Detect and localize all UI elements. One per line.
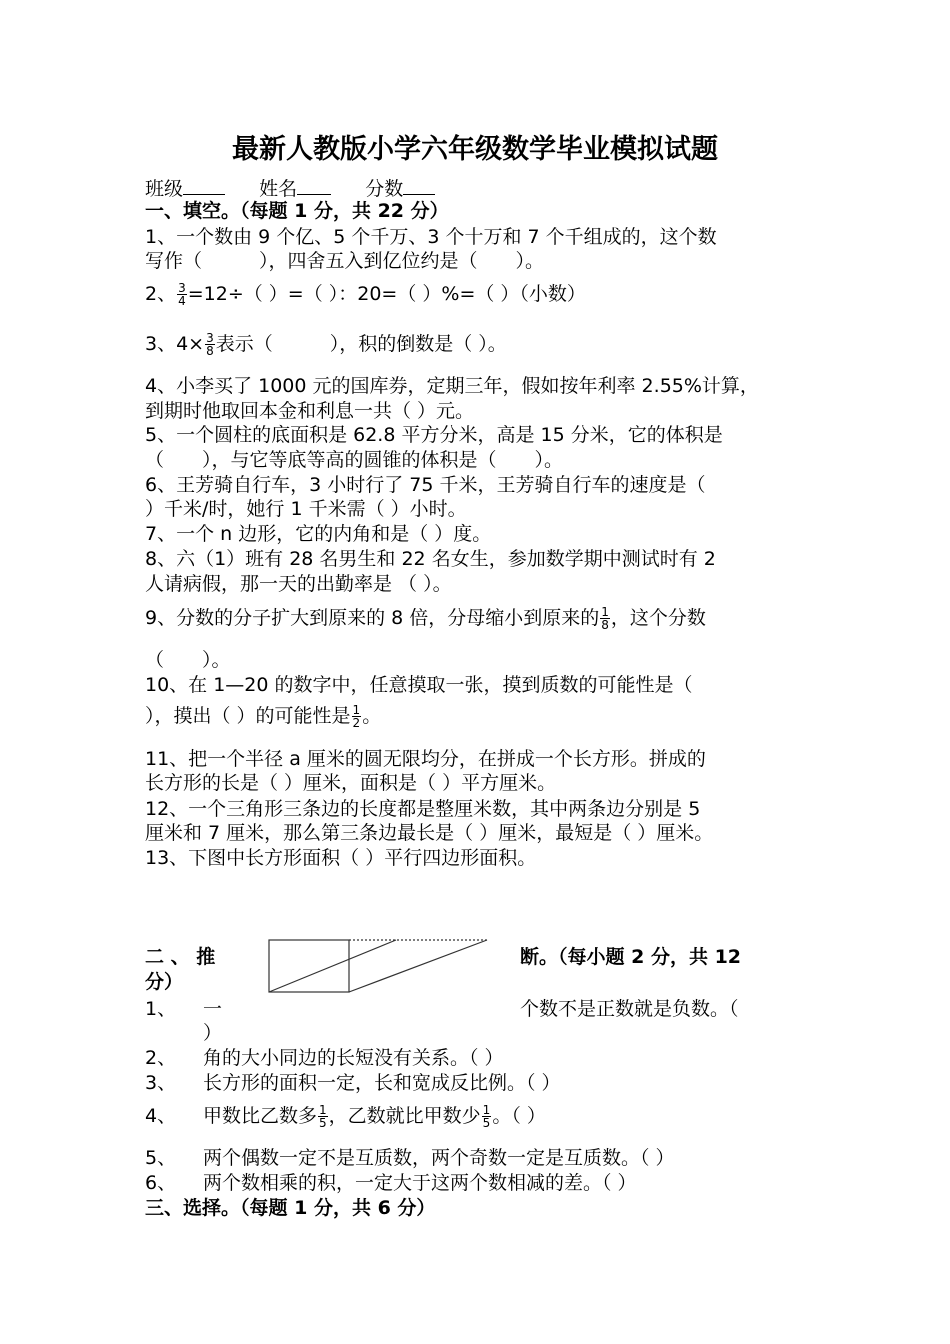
judge6-num: 6、 bbox=[145, 1172, 177, 1194]
judge1-text-right: 个数不是正数就是负数。（ bbox=[520, 998, 739, 1020]
q13: 13、下图中长方形面积（ ）平行四边形面积。 bbox=[145, 847, 537, 869]
class-label: 班级 bbox=[145, 178, 184, 200]
q3-text: 表示（ ），积的倒数是（ ）。 bbox=[215, 333, 507, 355]
judge4-text bbox=[203, 1103, 546, 1129]
name-label: 姓名 bbox=[259, 178, 298, 200]
class-blank[interactable] bbox=[183, 174, 225, 195]
q10-fraction: $\frac{1}{2}$ bbox=[352, 703, 361, 730]
judge1-text-cont: ） bbox=[203, 1022, 223, 1044]
judge1-num: 1、 bbox=[145, 998, 177, 1020]
judge4-fraction2: $\frac{1}{5}$ bbox=[482, 1103, 491, 1130]
judge5-text: 两个偶数一定不是互质数，两个奇数一定是互质数。（ ） bbox=[203, 1147, 675, 1169]
rectangle-parallelogram-figure bbox=[266, 938, 492, 996]
q10-text: ），摸出（ ）的可能性是 bbox=[145, 705, 351, 727]
q3-prefix: 3、4× bbox=[145, 333, 205, 355]
judge1-text-left: 一 bbox=[203, 998, 223, 1020]
q2-fraction: $\frac{3}{4}$ bbox=[178, 281, 186, 308]
q10-line2 bbox=[145, 703, 381, 729]
q3-fraction: $\frac{3}{8}$ bbox=[206, 331, 214, 358]
q2 bbox=[145, 281, 586, 307]
section2-heading-left: 二 、 推 bbox=[145, 946, 216, 968]
q8-line1: 8、六（1）班有 28 名男生和 22 名女生，参加数学期中测试时有 2 bbox=[145, 548, 716, 570]
rectangle-shape bbox=[269, 940, 349, 992]
q4-line2: 到期时他取回本金和利息一共（ ）元。 bbox=[145, 400, 475, 422]
section1-heading: 一、填空。（每题 1 分，共 22 分） bbox=[145, 200, 449, 222]
judge4-fraction1: $\frac{1}{5}$ bbox=[319, 1103, 327, 1130]
q6-line1: 6、王芳骑自行车，3 小时行了 75 千米，王芳骑自行车的速度是（ bbox=[145, 474, 706, 496]
judge4-num: 4、 bbox=[145, 1105, 177, 1127]
q8-line2: 人请病假，那一天的出勤率是 （ ）。 bbox=[145, 573, 452, 595]
q10-line1: 10、在 1—20 的数字中，任意摸取一张，摸到质数的可能性是（ bbox=[145, 674, 693, 696]
q4-line1: 4、小李买了 1000 元的国库券，定期三年，假如按年利率 2.55%计算， bbox=[145, 375, 759, 397]
judge3-text: 长方形的面积一定，长和宽成反比例。（ ） bbox=[203, 1072, 561, 1094]
judge2-num: 2、 bbox=[145, 1047, 177, 1069]
name-blank[interactable] bbox=[297, 174, 331, 195]
section2-heading-tail: 分） bbox=[145, 971, 184, 993]
q6-line2: ）千米/时，她行 1 千米需（ ）小时。 bbox=[145, 498, 467, 520]
q9-fraction: $\frac{1}{8}$ bbox=[601, 605, 609, 632]
q9-rest: ，这个分数 bbox=[610, 607, 706, 629]
judge4-text-c: 。（ ） bbox=[492, 1105, 546, 1127]
q11-line1: 11、把一个半径 a 厘米的圆无限均分，在拼成一个长方形。拼成的 bbox=[145, 748, 706, 770]
parallelogram-left-side bbox=[269, 940, 396, 992]
page-title: 最新人教版小学六年级数学毕业模拟试题 bbox=[232, 134, 718, 165]
q9-line1 bbox=[145, 605, 706, 631]
judge5-num: 5、 bbox=[145, 1147, 177, 1169]
judge4-text-b: ，乙数就比甲数少 bbox=[328, 1105, 481, 1127]
q5-line2: （ ），与它等底等高的圆锥的体积是（ ）。 bbox=[145, 449, 564, 471]
q5-line1: 5、一个圆柱的底面积是 62.8 平方分米，高是 15 分米，它的体积是 bbox=[145, 424, 723, 446]
section3-heading: 三、选择。（每题 1 分，共 6 分） bbox=[145, 1197, 436, 1219]
judge6-text: 两个数相乘的积，一定大于这两个数相减的差。（ ） bbox=[203, 1172, 637, 1194]
q7: 7、一个 n 边形，它的内角和是（ ）度。 bbox=[145, 523, 492, 545]
section2-heading-right: 断。（每小题 2 分，共 12 bbox=[520, 946, 742, 968]
q12-line1: 12、一个三角形三条边的长度都是整厘米数，其中两条边分别是 5 bbox=[145, 798, 701, 820]
judge2-text: 角的大小同边的长短没有关系。（ ） bbox=[203, 1047, 504, 1069]
q10-end: 。 bbox=[362, 705, 382, 727]
q2-prefix: 2、 bbox=[145, 283, 177, 305]
q12-line2: 厘米和 7 厘米，那么第三条边最长是（ ）厘米，最短是（ ）厘米。 bbox=[145, 822, 714, 844]
judge4-text-a: 甲数比乙数多 bbox=[203, 1105, 318, 1127]
q9-line2: （ ）。 bbox=[145, 649, 231, 671]
parallelogram-right-side bbox=[349, 940, 487, 992]
score-label: 分数 bbox=[365, 178, 404, 200]
q11-line2: 长方形的长是（ ）厘米，面积是（ ）平方厘米。 bbox=[145, 772, 557, 794]
q1-line2: 写作（ ），四舍五入到亿位约是（ ）。 bbox=[145, 250, 545, 272]
q1-line1: 1、一个数由 9 个亿、5 个千万、3 个十万和 7 个千组成的，这个数 bbox=[145, 226, 717, 248]
score-blank[interactable] bbox=[403, 174, 435, 195]
q9-text: 9、分数的分子扩大到原来的 8 倍，分母缩小到原来的 bbox=[145, 607, 600, 629]
judge3-num: 3、 bbox=[145, 1072, 177, 1094]
q3 bbox=[145, 331, 507, 357]
q2-text: =12÷（ ）=（ ）：20=（ ）%=（ ）（小数） bbox=[187, 283, 586, 305]
